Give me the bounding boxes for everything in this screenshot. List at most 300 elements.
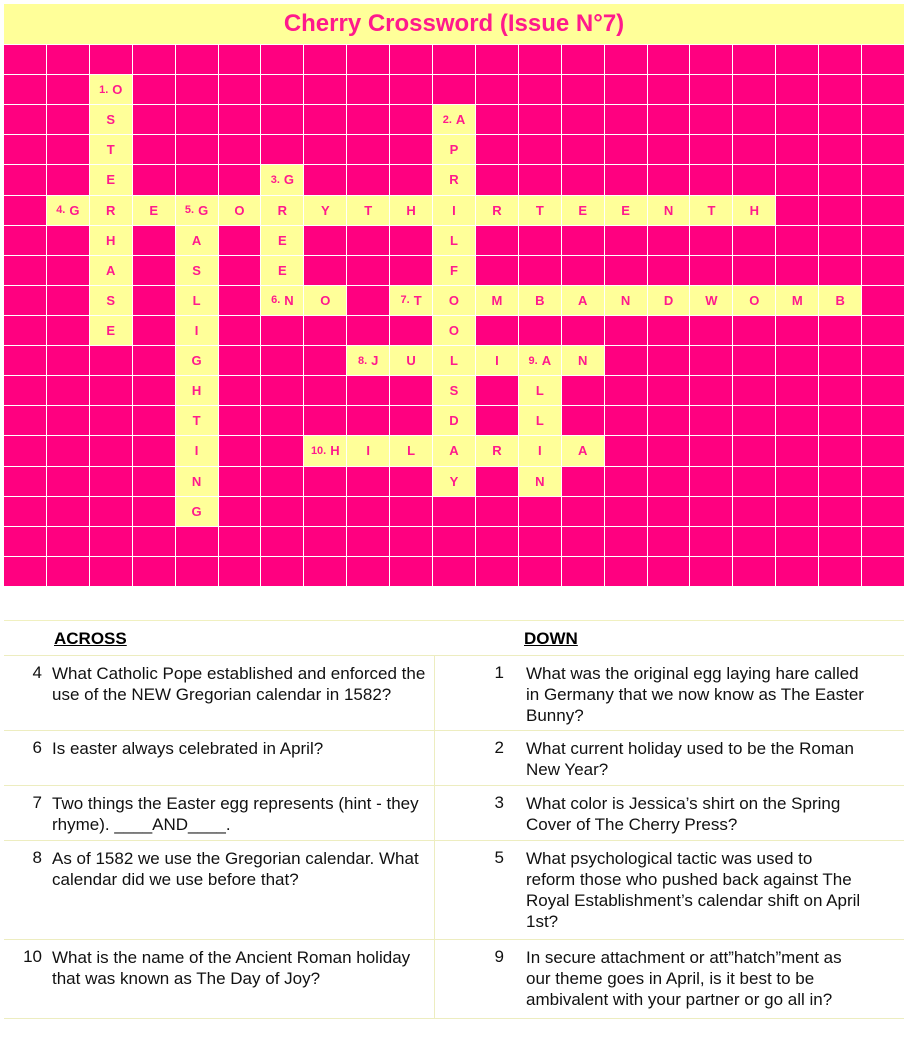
block-cell	[733, 557, 775, 586]
cell-letter: I	[495, 353, 499, 369]
block-cell	[133, 557, 175, 586]
block-cell	[4, 165, 46, 194]
block-cell	[4, 286, 46, 315]
block-cell	[390, 376, 432, 405]
block-cell	[176, 45, 218, 74]
block-cell	[776, 346, 818, 375]
block-cell	[261, 527, 303, 556]
block-cell	[47, 527, 89, 556]
clue-number: 10	[23, 947, 42, 966]
block-cell	[304, 346, 346, 375]
letter-cell[interactable]	[90, 165, 132, 194]
block-cell	[47, 105, 89, 134]
letter-cell[interactable]	[433, 346, 475, 375]
block-cell	[605, 45, 647, 74]
block-cell	[304, 497, 346, 526]
letter-cell[interactable]	[562, 286, 604, 315]
block-cell	[347, 557, 389, 586]
letter-cell[interactable]	[176, 497, 218, 526]
letter-cell[interactable]	[690, 286, 732, 315]
letter-cell[interactable]	[347, 346, 389, 375]
block-cell	[219, 467, 261, 496]
block-cell	[433, 75, 475, 104]
cell-letter: H	[106, 232, 116, 248]
block-cell	[219, 497, 261, 526]
down-clue	[474, 940, 904, 1018]
letter-cell[interactable]	[176, 346, 218, 375]
block-cell	[47, 135, 89, 164]
block-cell	[90, 346, 132, 375]
block-cell	[819, 196, 861, 225]
letter-cell[interactable]	[433, 196, 475, 225]
cell-letter: L	[450, 353, 458, 369]
block-cell	[862, 316, 904, 345]
clue-row	[4, 785, 904, 840]
block-cell	[4, 75, 46, 104]
clue-text: What color is Jessica’s shirt on the Spring Cover of The Cherry Press?	[526, 794, 841, 834]
block-cell	[562, 105, 604, 134]
cell-letter: A	[541, 353, 552, 369]
letter-cell[interactable]	[261, 196, 303, 225]
block-cell	[862, 527, 904, 556]
letter-cell[interactable]	[476, 286, 518, 315]
block-cell	[476, 376, 518, 405]
letter-cell[interactable]	[733, 286, 775, 315]
cell-letter: O	[448, 323, 460, 339]
down-clue	[474, 731, 904, 785]
cell-letter: G	[69, 202, 80, 218]
letter-cell[interactable]	[176, 226, 218, 255]
block-cell	[862, 346, 904, 375]
block-cell	[133, 286, 175, 315]
block-cell	[347, 226, 389, 255]
block-cell	[476, 467, 518, 496]
letter-cell[interactable]	[476, 436, 518, 465]
block-cell	[4, 135, 46, 164]
letter-cell[interactable]	[347, 196, 389, 225]
block-cell	[304, 135, 346, 164]
block-cell	[219, 165, 261, 194]
block-cell	[347, 135, 389, 164]
cell-letter: S	[106, 112, 116, 128]
letter-cell[interactable]	[90, 75, 132, 104]
letter-cell[interactable]	[133, 196, 175, 225]
block-cell	[90, 527, 132, 556]
letter-cell[interactable]	[819, 286, 861, 315]
block-cell	[261, 75, 303, 104]
block-cell	[690, 316, 732, 345]
block-cell	[133, 436, 175, 465]
letter-cell[interactable]	[562, 436, 604, 465]
block-cell	[347, 497, 389, 526]
block-cell	[433, 497, 475, 526]
block-cell	[133, 346, 175, 375]
block-cell	[347, 105, 389, 134]
block-cell	[690, 376, 732, 405]
letter-cell[interactable]	[519, 196, 561, 225]
cell-letter: I	[366, 443, 370, 459]
block-cell	[519, 557, 561, 586]
cell-letter: E	[278, 232, 287, 248]
block-cell	[862, 497, 904, 526]
block-cell	[390, 75, 432, 104]
letter-cell[interactable]	[433, 376, 475, 405]
letter-cell[interactable]	[176, 376, 218, 405]
block-cell	[176, 527, 218, 556]
block-cell	[219, 286, 261, 315]
letter-cell[interactable]	[519, 376, 561, 405]
block-cell	[261, 105, 303, 134]
clue-text: In secure attachment or att”hatch”ment as our theme goes in April, is it best to be ambivalent with your partner or go all in?	[526, 948, 842, 1009]
letter-cell[interactable]	[648, 286, 690, 315]
block-cell	[690, 75, 732, 104]
block-cell	[819, 75, 861, 104]
across-header: ACROSS	[54, 629, 127, 648]
cell-letter: O	[234, 202, 245, 218]
block-cell	[776, 135, 818, 164]
block-cell	[690, 467, 732, 496]
letter-cell[interactable]	[90, 316, 132, 345]
block-cell	[862, 467, 904, 496]
cell-letter: A	[106, 262, 116, 278]
cell-letter: L	[535, 383, 544, 399]
cell-letter: D	[663, 292, 674, 308]
block-cell	[648, 45, 690, 74]
block-cell	[690, 105, 732, 134]
letter-cell[interactable]	[433, 436, 475, 465]
block-cell	[605, 135, 647, 164]
block-cell	[47, 436, 89, 465]
block-cell	[219, 75, 261, 104]
letter-cell[interactable]	[176, 406, 218, 435]
block-cell	[347, 256, 389, 285]
letter-cell[interactable]	[519, 406, 561, 435]
block-cell	[648, 105, 690, 134]
block-cell	[476, 256, 518, 285]
block-cell	[304, 557, 346, 586]
block-cell	[47, 45, 89, 74]
letter-cell[interactable]	[648, 196, 690, 225]
block-cell	[776, 467, 818, 496]
block-cell	[347, 376, 389, 405]
block-cell	[776, 196, 818, 225]
block-cell	[4, 256, 46, 285]
block-cell	[4, 557, 46, 586]
block-cell	[90, 436, 132, 465]
block-cell	[648, 346, 690, 375]
block-cell	[819, 406, 861, 435]
block-cell	[347, 45, 389, 74]
cell-letter: A	[449, 443, 459, 459]
block-cell	[648, 256, 690, 285]
letter-cell[interactable]	[605, 286, 647, 315]
block-cell	[776, 436, 818, 465]
letter-cell[interactable]	[176, 256, 218, 285]
letter-cell[interactable]	[562, 346, 604, 375]
letter-cell[interactable]	[433, 105, 475, 134]
block-cell	[219, 105, 261, 134]
clue-number-label: 1.	[99, 83, 109, 96]
block-cell	[648, 406, 690, 435]
cell-letter: B	[535, 292, 545, 308]
block-cell	[304, 105, 346, 134]
block-cell	[476, 226, 518, 255]
block-cell	[648, 376, 690, 405]
letter-cell[interactable]	[90, 256, 132, 285]
block-cell	[776, 45, 818, 74]
cell-letter: R	[449, 172, 459, 188]
block-cell	[819, 316, 861, 345]
clue-text: What Catholic Pope established and enforced the use of the NEW Gregorian calendar in 1582?	[52, 664, 426, 704]
letter-cell[interactable]	[690, 196, 732, 225]
letter-cell[interactable]	[219, 196, 261, 225]
block-cell	[390, 497, 432, 526]
block-cell	[862, 135, 904, 164]
letter-cell[interactable]	[433, 286, 475, 315]
block-cell	[304, 45, 346, 74]
letter-cell[interactable]	[47, 196, 89, 225]
block-cell	[4, 467, 46, 496]
letter-cell[interactable]	[390, 286, 432, 315]
block-cell	[562, 406, 604, 435]
cell-letter: G	[283, 172, 295, 188]
cell-letter: G	[198, 202, 209, 218]
crossword-grid	[4, 45, 904, 586]
block-cell	[605, 75, 647, 104]
block-cell	[47, 557, 89, 586]
letter-cell[interactable]	[304, 436, 346, 465]
across-clue	[4, 731, 435, 785]
cell-letter: S	[449, 383, 459, 399]
block-cell	[476, 316, 518, 345]
cell-letter: S	[106, 292, 116, 308]
cell-letter: I	[194, 323, 199, 339]
block-cell	[605, 406, 647, 435]
block-cell	[433, 45, 475, 74]
clue-number-label: 3.	[270, 173, 280, 186]
block-cell	[562, 557, 604, 586]
block-cell	[605, 346, 647, 375]
block-cell	[261, 557, 303, 586]
cell-letter: E	[106, 172, 116, 188]
letter-cell[interactable]	[476, 196, 518, 225]
block-cell	[347, 75, 389, 104]
across-clue	[4, 940, 435, 1018]
block-cell	[47, 497, 89, 526]
block-cell	[519, 165, 561, 194]
block-cell	[4, 346, 46, 375]
block-cell	[862, 376, 904, 405]
letter-cell[interactable]	[519, 286, 561, 315]
block-cell	[133, 105, 175, 134]
block-cell	[776, 75, 818, 104]
block-cell	[476, 75, 518, 104]
block-cell	[690, 406, 732, 435]
letter-cell[interactable]	[433, 467, 475, 496]
letter-cell[interactable]	[176, 196, 218, 225]
cell-letter: H	[406, 202, 416, 218]
letter-cell[interactable]	[433, 135, 475, 164]
letter-cell[interactable]	[176, 436, 218, 465]
letter-cell[interactable]	[176, 467, 218, 496]
block-cell	[519, 527, 561, 556]
block-cell	[648, 497, 690, 526]
block-cell	[690, 527, 732, 556]
letter-cell[interactable]	[433, 226, 475, 255]
cell-letter: S	[192, 262, 201, 278]
letter-cell[interactable]	[261, 226, 303, 255]
block-cell	[776, 226, 818, 255]
block-cell	[390, 45, 432, 74]
letter-cell[interactable]	[519, 346, 561, 375]
letter-cell[interactable]	[476, 346, 518, 375]
block-cell	[47, 226, 89, 255]
across-clue	[4, 656, 435, 730]
block-cell	[133, 527, 175, 556]
block-cell	[733, 105, 775, 134]
block-cell	[390, 406, 432, 435]
letter-cell[interactable]	[90, 105, 132, 134]
letter-cell[interactable]	[519, 467, 561, 496]
block-cell	[261, 467, 303, 496]
block-cell	[219, 316, 261, 345]
across-clue	[4, 786, 435, 840]
letter-cell[interactable]	[433, 316, 475, 345]
block-cell	[862, 406, 904, 435]
letter-cell[interactable]	[90, 196, 132, 225]
block-cell	[562, 497, 604, 526]
block-cell	[476, 527, 518, 556]
cell-letter: N	[578, 353, 588, 369]
block-cell	[219, 45, 261, 74]
block-cell	[690, 346, 732, 375]
letter-cell[interactable]	[261, 286, 303, 315]
letter-cell[interactable]	[304, 196, 346, 225]
letter-cell[interactable]	[390, 436, 432, 465]
block-cell	[4, 226, 46, 255]
block-cell	[390, 135, 432, 164]
block-cell	[562, 256, 604, 285]
block-cell	[133, 165, 175, 194]
block-cell	[733, 135, 775, 164]
block-cell	[304, 75, 346, 104]
block-cell	[776, 256, 818, 285]
block-cell	[390, 316, 432, 345]
block-cell	[819, 45, 861, 74]
block-cell	[776, 527, 818, 556]
letter-cell[interactable]	[304, 286, 346, 315]
block-cell	[4, 406, 46, 435]
clue-text: Is easter always celebrated in April?	[52, 739, 324, 758]
cell-letter: T	[413, 292, 422, 308]
block-cell	[476, 406, 518, 435]
block-cell	[605, 376, 647, 405]
block-cell	[562, 135, 604, 164]
block-cell	[733, 527, 775, 556]
block-cell	[776, 105, 818, 134]
cell-letter: A	[191, 232, 202, 248]
letter-cell[interactable]	[261, 165, 303, 194]
letter-cell[interactable]	[562, 196, 604, 225]
cell-letter: L	[450, 232, 458, 248]
letter-cell[interactable]	[90, 135, 132, 164]
block-cell	[562, 45, 604, 74]
cell-letter: R	[492, 202, 502, 218]
letter-cell[interactable]	[390, 196, 432, 225]
letter-cell[interactable]	[519, 436, 561, 465]
clue-number: 5	[494, 848, 504, 867]
letter-cell[interactable]	[347, 436, 389, 465]
cell-letter: A	[455, 112, 466, 128]
block-cell	[519, 226, 561, 255]
block-cell	[176, 135, 218, 164]
block-cell	[776, 316, 818, 345]
block-cell	[90, 467, 132, 496]
block-cell	[733, 406, 775, 435]
clue-row	[4, 730, 904, 785]
cell-letter: F	[450, 262, 458, 278]
block-cell	[648, 316, 690, 345]
block-cell	[219, 406, 261, 435]
cell-letter: I	[452, 202, 456, 218]
block-cell	[133, 135, 175, 164]
letter-cell[interactable]	[733, 196, 775, 225]
letter-cell[interactable]	[261, 256, 303, 285]
block-cell	[733, 316, 775, 345]
letter-cell[interactable]	[90, 286, 132, 315]
block-cell	[433, 557, 475, 586]
block-cell	[304, 256, 346, 285]
clue-number-label: 6.	[271, 294, 281, 307]
block-cell	[219, 346, 261, 375]
block-cell	[605, 436, 647, 465]
letter-cell[interactable]	[433, 406, 475, 435]
block-cell	[819, 105, 861, 134]
block-cell	[605, 316, 647, 345]
block-cell	[47, 376, 89, 405]
block-cell	[733, 165, 775, 194]
block-cell	[605, 557, 647, 586]
letter-cell[interactable]	[433, 256, 475, 285]
letter-cell[interactable]	[776, 286, 818, 315]
block-cell	[90, 557, 132, 586]
block-cell	[476, 557, 518, 586]
block-cell	[261, 436, 303, 465]
cell-letter: E	[278, 262, 287, 278]
cell-letter: G	[191, 353, 202, 369]
block-cell	[862, 196, 904, 225]
block-cell	[219, 376, 261, 405]
letter-cell[interactable]	[90, 226, 132, 255]
clue-number: 3	[494, 793, 504, 812]
down-clue	[474, 656, 904, 730]
letter-cell[interactable]	[390, 346, 432, 375]
block-cell	[304, 467, 346, 496]
block-cell	[4, 497, 46, 526]
letter-cell[interactable]	[605, 196, 647, 225]
block-cell	[819, 165, 861, 194]
letter-cell[interactable]	[176, 286, 218, 315]
letter-cell[interactable]	[176, 316, 218, 345]
clue-number-label: 4.	[56, 204, 66, 217]
block-cell	[648, 165, 690, 194]
block-cell	[47, 75, 89, 104]
block-cell	[605, 497, 647, 526]
block-cell	[390, 557, 432, 586]
block-cell	[648, 135, 690, 164]
letter-cell[interactable]	[433, 165, 475, 194]
block-cell	[562, 376, 604, 405]
